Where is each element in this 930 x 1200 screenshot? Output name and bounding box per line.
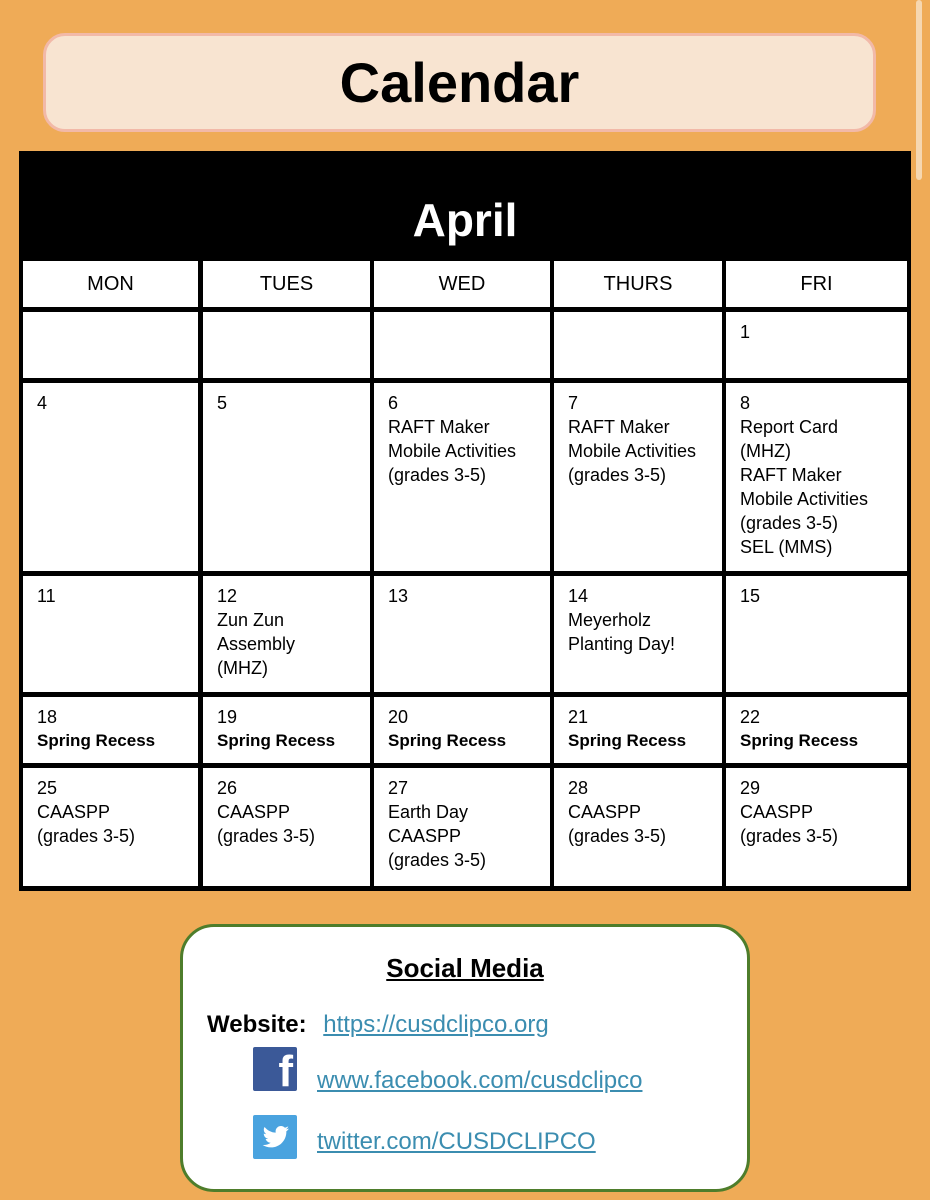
- day-number: 19: [217, 707, 238, 727]
- day-number: 29: [740, 778, 761, 798]
- day-header: WED: [374, 261, 550, 307]
- twitter-link[interactable]: twitter.com/CUSDCLIPCO: [317, 1128, 596, 1155]
- calendar-event: Report Card: [740, 417, 839, 437]
- calendar-event: (MHZ): [740, 441, 791, 461]
- day-number: 1: [740, 322, 751, 342]
- calendar-day-cell: [554, 576, 722, 692]
- day-number: 15: [740, 586, 761, 606]
- calendar-event: SEL (MMS): [740, 537, 833, 557]
- calendar-event: RAFT Maker: [388, 417, 490, 437]
- calendar-event: Assembly: [217, 634, 296, 654]
- calendar-event: Mobile Activities: [740, 489, 869, 509]
- calendar-event: CAASPP: [37, 802, 111, 822]
- day-header: TUES: [203, 261, 370, 307]
- calendar-day-cell: [203, 697, 370, 763]
- day-number: 12: [217, 586, 238, 606]
- scrollbar-thumb[interactable]: [916, 0, 922, 180]
- calendar-event: Spring Recess: [388, 731, 507, 750]
- day-header: FRI: [726, 261, 907, 307]
- page-title: Calendar: [339, 51, 580, 114]
- calendar-event: Earth Day: [388, 802, 469, 822]
- day-number: 5: [217, 393, 228, 413]
- calendar-event: (grades 3-5): [37, 826, 136, 846]
- calendar-event: RAFT Maker: [740, 465, 842, 485]
- day-number: 26: [217, 778, 238, 798]
- calendar-event: Spring Recess: [217, 731, 336, 750]
- calendar-day-cell: [554, 697, 722, 763]
- day-number: 25: [37, 778, 58, 798]
- calendar-event: CAASPP: [568, 802, 642, 822]
- calendar-day-cell: [554, 312, 722, 378]
- calendar-day-cell: [374, 768, 550, 886]
- calendar-event: (grades 3-5): [568, 465, 667, 485]
- calendar-day-cell: [203, 383, 370, 571]
- calendar-day-cell: [203, 768, 370, 886]
- calendar-event: RAFT Maker: [568, 417, 670, 437]
- calendar-event: Mobile Activities: [568, 441, 697, 461]
- day-number: 20: [388, 707, 409, 727]
- calendar-day-cell: [23, 768, 198, 886]
- day-number: 21: [568, 707, 589, 727]
- calendar-event: Spring Recess: [568, 731, 687, 750]
- calendar-event: (grades 3-5): [388, 465, 487, 485]
- calendar-day-cell: [23, 576, 198, 692]
- calendar-event: Planting Day!: [568, 634, 676, 654]
- day-number: 18: [37, 707, 58, 727]
- calendar-day-cell: [374, 576, 550, 692]
- social-heading: Social Media: [386, 953, 544, 983]
- calendar-day-cell: [203, 312, 370, 378]
- calendar-day-cell: [23, 697, 198, 763]
- day-number: 4: [37, 393, 48, 413]
- website-label: Website:: [207, 1011, 307, 1038]
- calendar-day-cell: [374, 697, 550, 763]
- facebook-icon[interactable]: f: [253, 1047, 297, 1091]
- calendar-event: Mobile Activities: [388, 441, 517, 461]
- calendar-grid: [19, 151, 911, 891]
- calendar-day-cell: [726, 312, 907, 378]
- day-number: 14: [568, 586, 589, 606]
- calendar-day-cell: [554, 768, 722, 886]
- day-header: THURS: [554, 261, 722, 307]
- calendar-event: (grades 3-5): [217, 826, 316, 846]
- day-number: 22: [740, 707, 761, 727]
- calendar-event: CAASPP: [217, 802, 291, 822]
- calendar-day-cell: [374, 312, 550, 378]
- calendar-day-cell: [726, 768, 907, 886]
- calendar-day-cell: [23, 312, 198, 378]
- day-number: 11: [37, 586, 56, 606]
- day-number: 6: [388, 393, 399, 413]
- calendar-day-cell: [726, 576, 907, 692]
- day-number: 13: [388, 586, 409, 606]
- calendar-event: Meyerholz: [568, 610, 652, 630]
- calendar-event: (grades 3-5): [740, 826, 839, 846]
- day-number: 28: [568, 778, 589, 798]
- day-header: MON: [23, 261, 198, 307]
- calendar-event: (grades 3-5): [388, 850, 487, 870]
- calendar-event: Spring Recess: [740, 731, 859, 750]
- social-media-box: [180, 924, 750, 1192]
- calendar-event: (MHZ): [217, 658, 268, 678]
- calendar-day-cell: [23, 383, 198, 571]
- website-link[interactable]: https://cusdclipco.org: [323, 1011, 549, 1038]
- calendar-event: Zun Zun: [217, 610, 285, 630]
- day-number: 27: [388, 778, 409, 798]
- day-number: 8: [740, 393, 751, 413]
- facebook-link[interactable]: www.facebook.com/cusdclipco: [317, 1067, 643, 1094]
- calendar-event: (grades 3-5): [740, 513, 839, 533]
- calendar-day-cell: [203, 576, 370, 692]
- calendar-event: Spring Recess: [37, 731, 156, 750]
- calendar-day-cell: [726, 383, 907, 571]
- calendar-event: CAASPP: [388, 826, 462, 846]
- website-row: [207, 1011, 549, 1039]
- calendar-event: CAASPP: [740, 802, 814, 822]
- day-number: 7: [568, 393, 579, 413]
- title-banner: [43, 33, 876, 132]
- calendar-day-cell: [726, 697, 907, 763]
- twitter-icon[interactable]: [253, 1115, 297, 1159]
- calendar-day-cell: [374, 383, 550, 571]
- month-title: April: [412, 194, 518, 246]
- calendar-event: (grades 3-5): [568, 826, 667, 846]
- calendar-day-cell: [554, 383, 722, 571]
